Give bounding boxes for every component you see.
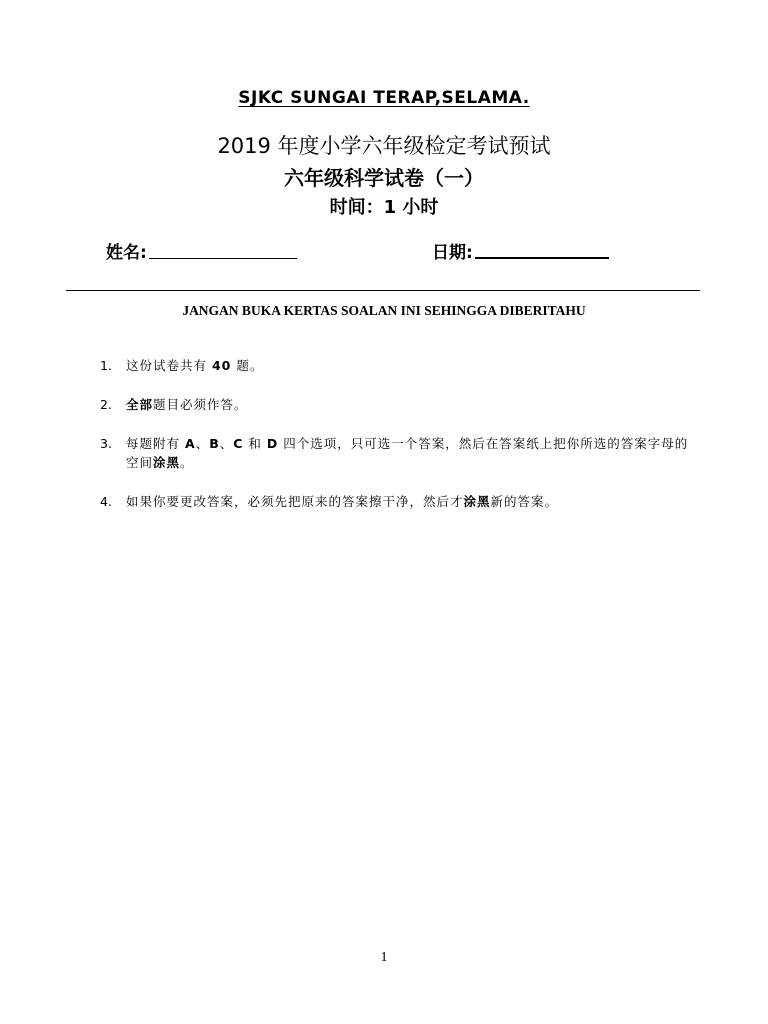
instruction-item xyxy=(100,356,700,375)
instruction-text: 如果你要更改答案，必须先把原来的答案擦干净，然后才涂黑新的答案。 xyxy=(126,494,559,509)
instruction-number: 3. xyxy=(100,436,112,451)
name-label: 姓名: xyxy=(106,243,147,263)
name-blank-line xyxy=(149,257,297,259)
instruction-item xyxy=(100,492,700,511)
school-name: SJKC SUNGAI TERAP,SELAMA. xyxy=(238,88,530,108)
instruction-number: 4. xyxy=(100,494,112,509)
instruction-item xyxy=(100,434,700,472)
page-number: 1 xyxy=(380,950,388,965)
exam-duration: 时间：1 小时 xyxy=(329,197,439,218)
exam-title: 2019 年度小学六年级检定考试预试 xyxy=(217,134,551,158)
date-field xyxy=(432,238,609,263)
divider xyxy=(66,290,700,291)
instruction-number: 1. xyxy=(100,358,112,373)
name-field xyxy=(106,238,297,263)
warning-notice: JANGAN BUKA KERTAS SOALAN INI SEHINGGA DIBERITAHU xyxy=(182,303,586,318)
date-label: 日期: xyxy=(432,243,473,263)
date-blank-line xyxy=(475,256,609,259)
instruction-text: 每题附有 A、B、C 和 D 四个选项，只可选一个答案，然后在答案纸上把你所选的答案字母的空间涂黑。 xyxy=(126,436,689,470)
instruction-item xyxy=(100,395,700,414)
instruction-text: 全部题目必须作答。 xyxy=(126,397,248,412)
instruction-number: 2. xyxy=(100,397,112,412)
paper-title: 六年级科学试卷（一） xyxy=(284,166,484,190)
instruction-text: 这份试卷共有 40 题。 xyxy=(126,358,264,373)
instructions-list xyxy=(100,356,700,531)
